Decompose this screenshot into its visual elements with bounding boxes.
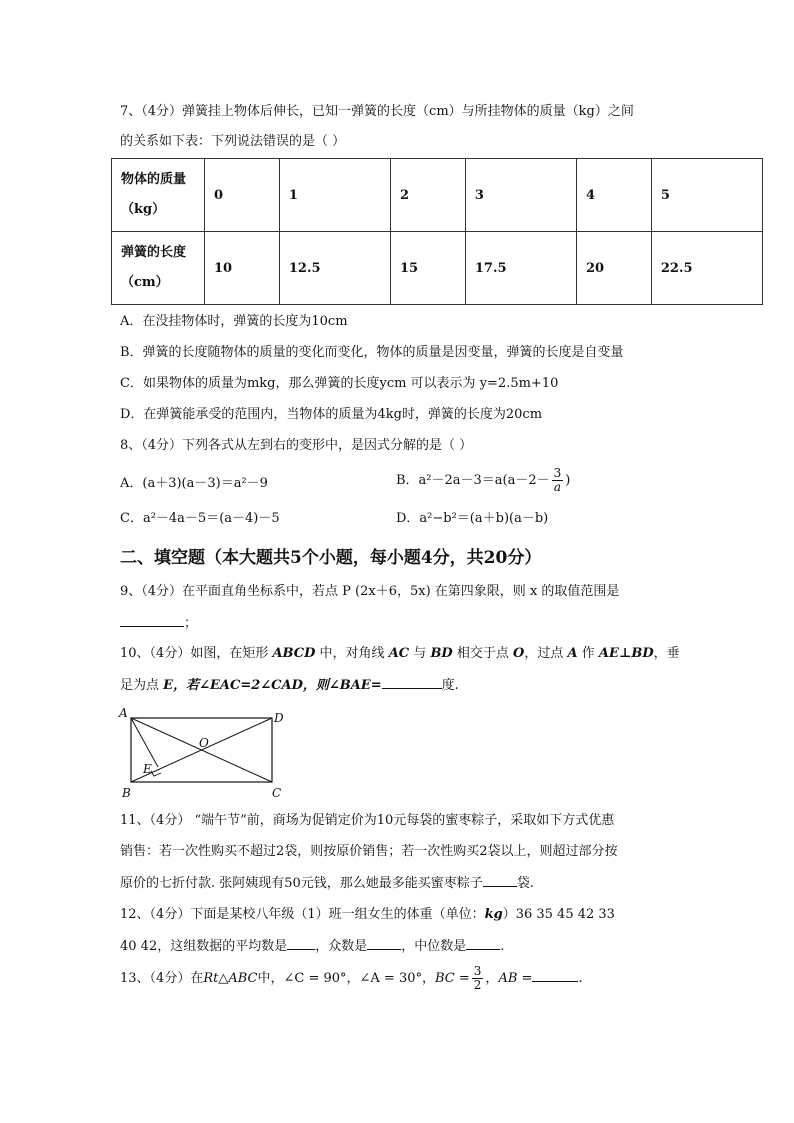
fraction-denominator: 2 (473, 978, 482, 992)
math-label: ABCD (272, 646, 316, 661)
q8-option-b (396, 467, 570, 494)
q8-option-b-text: B．a²－2a－3＝a(a－2－ (396, 473, 550, 488)
math-label: A (567, 646, 578, 661)
text: 作 (581, 646, 595, 661)
q9-end: ； (184, 616, 198, 631)
q8-stem: 8、（4分）下列各式从左到右的变形中，是因式分解的是（ ） (120, 438, 473, 453)
math-label: AE⊥BD (598, 646, 654, 661)
section-heading: 二、填空题（本大题共5个小题，每小题4分，共20分） (120, 548, 542, 568)
q8-option-a: A．(a＋3)(a－3)＝a²－9 (120, 476, 268, 491)
q12-line2 (120, 937, 504, 956)
q13-line (120, 965, 583, 992)
table-cell: 3 (465, 159, 576, 232)
math-label: O (513, 646, 525, 661)
math-label: BC = (435, 971, 470, 986)
table-cell: 1 (279, 159, 390, 232)
table-cell: 0 (205, 159, 280, 232)
q7-option-d: D．在弹簧能承受的范围内，当物体的质量为4kg时，弹簧的长度为20cm (120, 407, 543, 422)
text: ，众数是 (315, 939, 368, 954)
text: . (578, 971, 583, 986)
text: ）36 35 45 42 33 (502, 907, 615, 922)
answer-blank[interactable] (483, 874, 517, 887)
text: 中，对角线 (319, 646, 385, 661)
q9-stem: 9、（4分）在平面直角坐标系中，若点 P (2x＋6，5x) 在第四象限，则 x 的取值范围是 (120, 584, 620, 599)
text: 与 (413, 646, 427, 661)
fraction (472, 965, 484, 992)
label-c: C (272, 786, 282, 800)
q10-stem-line1 (120, 645, 680, 663)
unit: kg (484, 907, 503, 922)
text: 相交于点 (456, 646, 509, 661)
table-cell: 4 (576, 159, 651, 232)
table-cell: 15 (390, 232, 465, 305)
rectangle-figure (115, 705, 295, 801)
table-cell: 17.5 (465, 232, 576, 305)
table-row (112, 159, 763, 232)
table-cell: 5 (651, 159, 762, 232)
text: ，垂 (653, 646, 680, 661)
fraction-denominator: a (553, 480, 562, 494)
q8-option-b-close: ) (565, 473, 571, 488)
text: . (500, 939, 505, 954)
q7-option-c: C．如果物体的质量为mkg，那么弹簧的长度ycm 可以表示为 y=2.5m+10 (120, 376, 559, 391)
q7-stem-line2: 的关系如下表：下列说法错误的是（ ） (120, 134, 346, 149)
math-label: AC (388, 646, 410, 661)
text: ，中位数是 (401, 939, 467, 954)
fraction-numerator: 3 (473, 964, 482, 978)
table-row-header (112, 159, 205, 232)
label-d: D (274, 711, 284, 725)
text: 中，∠C = 90°，∠A = 30°， (257, 971, 435, 986)
label-b: B (122, 786, 131, 800)
text: 袋. (516, 876, 534, 891)
text: 12、（4分）下面是某校八年级（1）班一组女生的体重（单位： (120, 907, 485, 922)
q11-line1: 11、（4分） “端午节”前，商场为促销定价为10元每袋的蜜枣粽子，采取如下方式优惠 (120, 813, 615, 828)
math-label: Rt△ABC (203, 971, 258, 986)
header-unit: （cm） (121, 275, 169, 290)
answer-blank[interactable] (287, 937, 315, 950)
math-label: AB = (498, 971, 533, 986)
math-label: E (163, 678, 174, 693)
table-row (112, 232, 763, 305)
table-cell: 10 (205, 232, 280, 305)
text: 足为点 (120, 678, 160, 693)
text: 10、（4分）如图，在矩形 (120, 646, 269, 661)
label-e: E (143, 762, 152, 776)
text: 度. (441, 678, 459, 693)
math-label: BD (430, 646, 453, 661)
math-text: ，若∠EAC=2∠CAD，则∠BAE= (173, 678, 382, 693)
table-cell: 2 (390, 159, 465, 232)
answer-blank[interactable] (382, 676, 442, 689)
q7-option-b: B．弹簧的长度随物体的质量的变化而变化，物体的质量是因变量，弹簧的长度是自变量 (120, 345, 624, 360)
header-unit: （kg） (121, 202, 166, 217)
table-cell: 20 (576, 232, 651, 305)
header-text: 弹簧的长度 (121, 245, 187, 260)
answer-blank[interactable] (120, 614, 184, 627)
fraction-numerator: 3 (553, 466, 562, 480)
q9-answer-line (120, 614, 197, 633)
q7-stem-line1: 7、（4分）弹簧挂上物体后伸长，已知一弹簧的长度（cm）与所挂物体的质量（kg）之间 (120, 104, 634, 119)
q8-option-c: C．a²－4a－5＝(a－4)－5 (120, 511, 280, 526)
text: ，过点 (524, 646, 564, 661)
q8-option-d: D．a²−b²＝(a＋b)(a－b) (396, 511, 549, 526)
text: 原价的七折付款. 张阿姨现有50元钱，那么她最多能买蜜枣粽子 (120, 876, 483, 891)
answer-blank[interactable] (532, 969, 578, 982)
spring-table (111, 158, 763, 305)
label-a: A (119, 706, 128, 720)
header-text: 物体的质量 (121, 172, 187, 187)
q7-option-a: A．在没挂物体时，弹簧的长度为10cm (120, 314, 348, 329)
fraction (552, 467, 564, 494)
table-cell: 12.5 (279, 232, 390, 305)
answer-blank[interactable] (367, 937, 401, 950)
table-cell: 22.5 (651, 232, 762, 305)
text: 40 42，这组数据的平均数是 (120, 939, 288, 954)
q11-line2: 销售：若一次性购买不超过2袋，则按原价销售；若一次性购买2袋以上，则超过部分按 (120, 844, 618, 859)
q11-line3 (120, 874, 534, 893)
answer-blank[interactable] (466, 937, 500, 950)
text: ， (485, 971, 499, 986)
q10-stem-line2 (120, 676, 459, 695)
text: 13、（4分）在 (120, 971, 204, 986)
q12-line1 (120, 906, 615, 924)
segment-ae (131, 718, 158, 767)
label-o: O (199, 736, 209, 750)
table-row-header (112, 232, 205, 305)
